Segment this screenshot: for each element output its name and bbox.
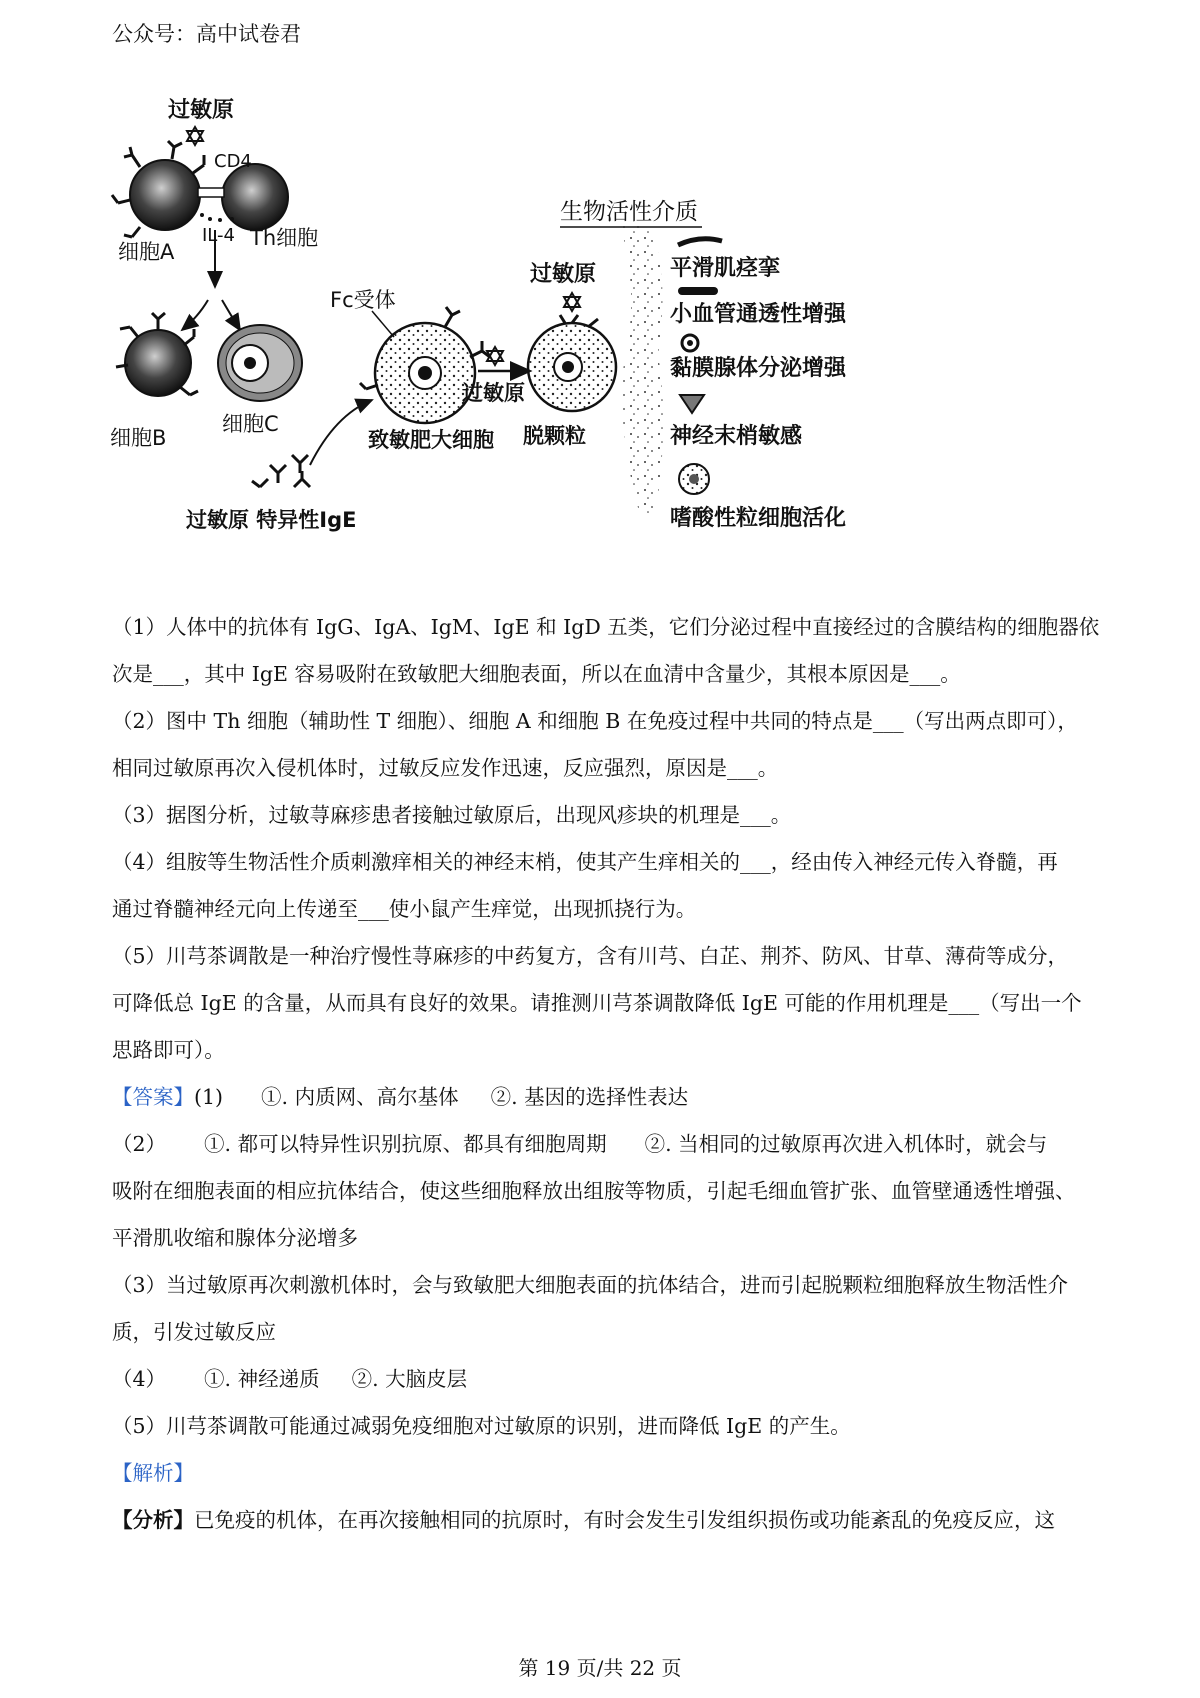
- answer-4-part-1: ①. 神经递质: [204, 1367, 320, 1391]
- cell-c: [218, 325, 302, 401]
- answer-4: [112, 1356, 1102, 1403]
- label-allergen-specific-ige: 过敏原 特异性IgE: [186, 508, 357, 532]
- question-1-line-1: （1）人体中的抗体有 IgG、IgA、IgM、IgE 和 IgD 五类，它们分泌过程中直接经过的含膜结构的细胞器依: [112, 615, 1100, 639]
- effect-vessel-permeability: 小血管通透性增强: [670, 302, 847, 327]
- answer-3-line-1: （3）当过敏原再次刺激机体时，会与致敏肥大细胞表面的抗体结合，进而引起脱颗粒细胞释放生物活性介: [112, 1273, 1069, 1297]
- answer-4-part-2: ②. 大脑皮层: [351, 1367, 468, 1391]
- label-cell-c: 细胞C: [222, 412, 279, 436]
- question-5-line-3: 思路即可）。: [112, 1038, 225, 1062]
- sensitized-mast-cell: [360, 307, 490, 423]
- mediator-spray: [620, 225, 663, 515]
- answer-1: [112, 1074, 1102, 1121]
- question-4-line-1: （4）组胺等生物活性介质刺激痒相关的神经末梢，使其产生痒相关的___，经由传入神经元传入脊髓，再: [112, 850, 1058, 874]
- allergen-star-icon-mast: [564, 293, 580, 311]
- label-th-cell: Th细胞: [250, 226, 319, 250]
- label-cell-a: 细胞A: [118, 240, 175, 264]
- question-body: [112, 604, 1102, 1544]
- question-5-line-2: 可降低总 IgE 的含量，从而具有良好的效果。请推测川芎茶调散降低 IgE 可能的作用机理是___（写出一个: [112, 991, 1082, 1015]
- answer-2-line-2: 吸附在细胞表面的相应抗体结合，使这些细胞释放出组胺等物质，引起毛细血管扩张、血管壁通透性增强、: [112, 1179, 1076, 1203]
- ige-antibodies: [252, 455, 310, 487]
- analysis-fenxi-text: 已免疫的机体，在再次接触相同的抗原时，有时会发生引发组织损伤或功能紊乱的免疫反应，这: [194, 1508, 1055, 1532]
- nerve-ending-icon: [680, 395, 704, 413]
- answer-1-number: (1): [194, 1085, 224, 1109]
- analysis-heading: [112, 1450, 1102, 1497]
- analysis-fenxi-tag: 【分析】: [112, 1508, 194, 1532]
- question-3: （3）据图分析，过敏荨麻疹患者接触过敏原后，出现风疹块的机理是___。: [112, 803, 792, 827]
- degranulating-mast-cell: [528, 315, 616, 411]
- analysis-tag: 【解析】: [112, 1461, 194, 1485]
- answer-3-line-2: 质，引发过敏反应: [112, 1320, 276, 1344]
- answer-2-part-1: ①. 都可以特异性识别抗原、都具有细胞周期: [204, 1132, 607, 1156]
- effect-mucosal-gland: 黏膜腺体分泌增强: [670, 356, 847, 381]
- answer-4-number: （4）: [112, 1367, 167, 1391]
- question-2-line-1: （2）图中 Th 细胞（辅助性 T 细胞）、细胞 A 和细胞 B 在免疫过程中共同的特点是___（写出两点即可），: [112, 709, 1078, 733]
- header-source: 公众号：高中试卷君: [112, 22, 301, 46]
- effect-nerve-sensitive: 神经末梢敏感: [670, 424, 803, 449]
- answer-2-number: （2）: [112, 1132, 167, 1156]
- eosinophil-icon: [679, 464, 709, 494]
- allergen-star-icon-middle: [487, 347, 503, 365]
- blood-vessel-icon: [678, 287, 718, 295]
- label-fc-receptor: Fc受体: [330, 288, 396, 312]
- analysis-text: [112, 1497, 1102, 1544]
- answer-2-line-3: 平滑肌收缩和腺体分泌增多: [112, 1226, 358, 1250]
- label-allergen-arrow: 过敏原: [462, 381, 525, 405]
- answer-1-part-2: ②. 基因的选择性表达: [490, 1085, 689, 1109]
- page-footer: 第 19 页/共 22 页: [518, 1656, 682, 1680]
- label-cd4: CD4: [214, 151, 252, 172]
- effect-smooth-muscle: 平滑肌痉挛: [670, 256, 781, 281]
- question-5-line-1: （5）川芎茶调散是一种治疗慢性荨麻疹的中药复方，含有川芎、白芷、荆芥、防风、甘草、薄荷等成分，: [112, 944, 1069, 968]
- allergen-star-icon: [187, 127, 203, 145]
- cell-a: [112, 141, 204, 237]
- label-degranulation: 脱颗粒: [523, 424, 586, 448]
- question-2-line-2: 相同过敏原再次入侵机体时，过敏反应发作迅速，反应强烈，原因是___。: [112, 756, 779, 780]
- question-4-line-2: 通过脊髓神经元向上传递至___使小鼠产生痒觉，出现抓挠行为。: [112, 897, 697, 921]
- label-sensitized-mast-cell: 致敏肥大细胞: [368, 428, 494, 452]
- question-1-line-2: 次是___，其中 IgE 容易吸附在致敏肥大细胞表面，所以在血清中含量少，其根本原因是___。: [112, 662, 961, 686]
- label-il4: IL-4: [202, 225, 235, 246]
- cell-b: [116, 313, 198, 396]
- answer-1-part-1: ①. 内质网、高尔基体: [261, 1085, 459, 1109]
- label-allergen-top: 过敏原: [168, 98, 235, 123]
- label-bioactive-mediators: 生物活性介质: [560, 199, 698, 225]
- answer-tag: 【答案】: [112, 1085, 194, 1109]
- label-cell-b: 细胞B: [110, 426, 167, 450]
- label-allergen-mast: 过敏原: [530, 262, 597, 287]
- answer-2-part-2: ②. 当相同的过敏原再次进入机体时，就会与: [644, 1132, 1048, 1156]
- gland-icon: [682, 335, 698, 351]
- answer-5: （5）川芎茶调散可能通过减弱免疫细胞对过敏原的识别，进而降低 IgE 的产生。: [112, 1414, 851, 1438]
- answer-2-line-1: [112, 1121, 1102, 1168]
- effect-eosinophil: 嗜酸性粒细胞活化: [670, 506, 847, 531]
- smooth-muscle-icon: [678, 239, 722, 245]
- allergy-mechanism-figure: [110, 95, 970, 595]
